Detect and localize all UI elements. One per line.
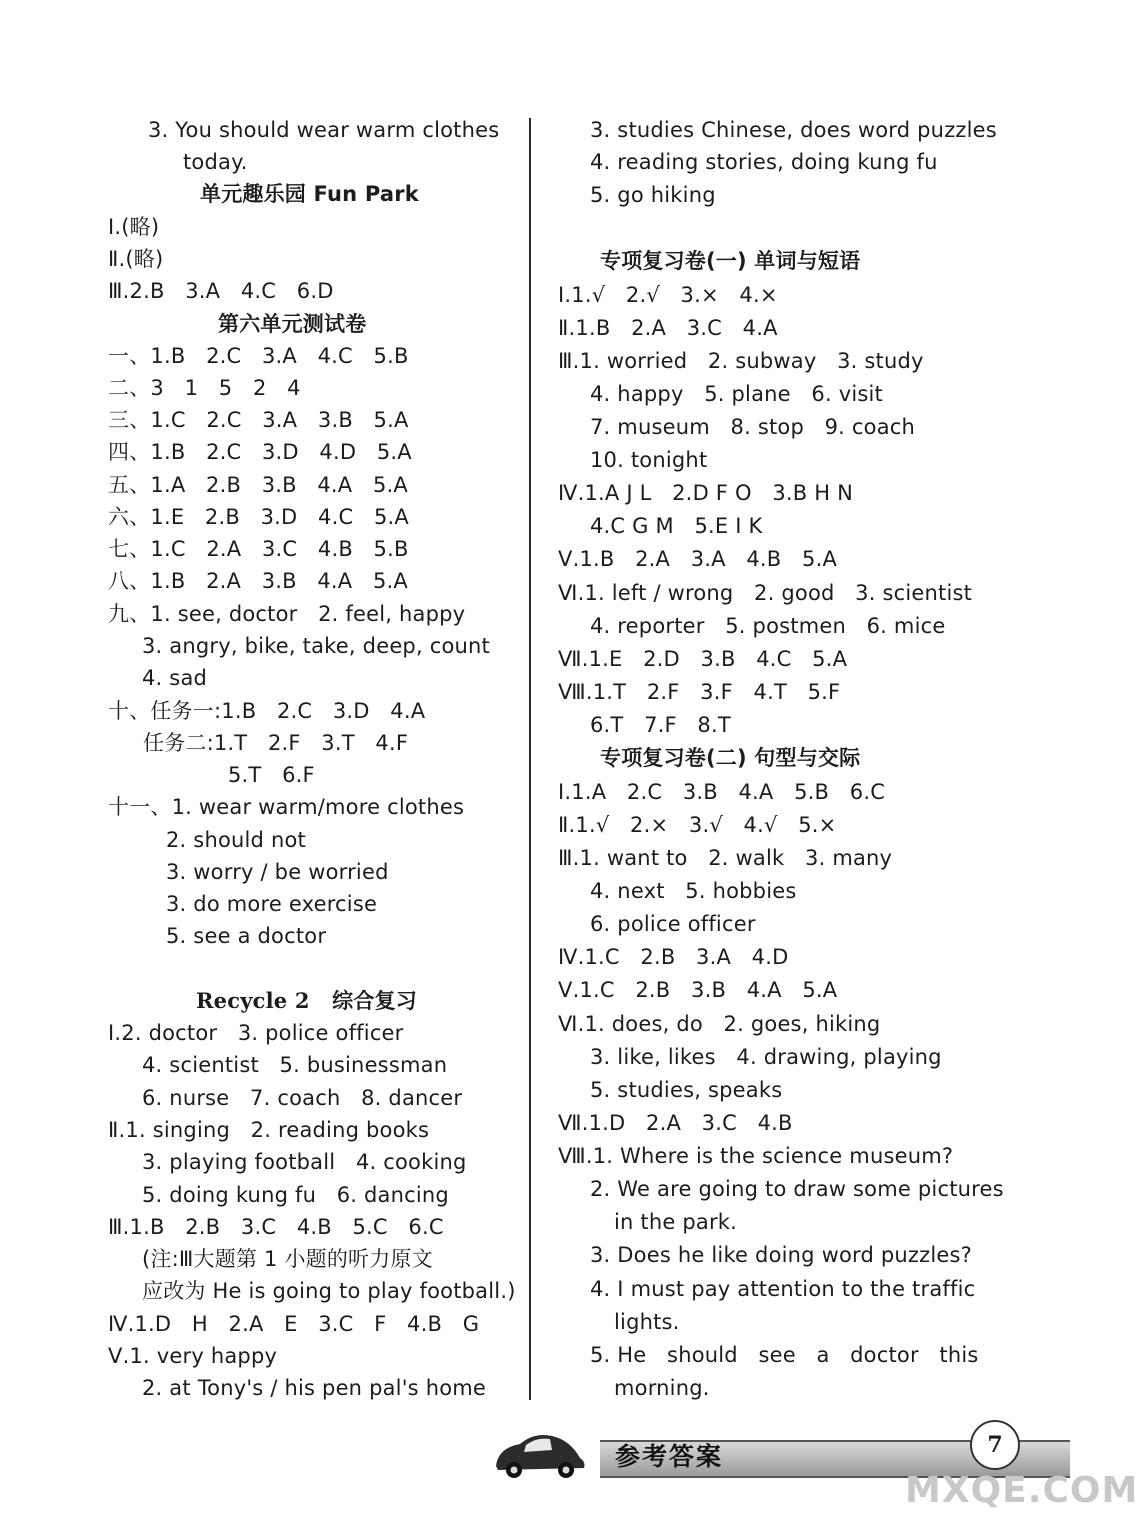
answer-line: Ⅴ.1.C 2.B 3.B 4.A 5.A [558,978,838,1002]
answer-line: Ⅷ.1. Where is the science museum? [558,1144,954,1168]
answer-line: Ⅰ.2. doctor 3. police officer [108,1021,404,1045]
answer-line: lights. [614,1310,680,1334]
answer-line: 6. nurse 7. coach 8. dancer [142,1086,463,1110]
answer-line: Ⅲ.2.B 3.A 4.C 6.D [108,279,334,303]
watermark: MXQE.COM [905,1470,1138,1511]
answer-line: Ⅲ.1. worried 2. subway 3. study [558,349,924,373]
answer-line: 3. playing football 4. cooking [142,1150,467,1174]
answer-line: morning. [614,1376,710,1400]
answer-line: 2. at Tony's / his pen pal's home [142,1376,487,1400]
answer-line: Ⅳ.1.A J L 2.D F O 3.B H N [558,481,854,505]
answer-line: Ⅴ.1.B 2.A 3.A 4.B 5.A [558,547,838,571]
answer-line: today. [183,150,248,174]
answer-line: 4. happy 5. plane 6. visit [590,382,883,406]
page-number: 7 [970,1420,1020,1470]
answer-line: 3. do more exercise [166,892,378,916]
footer-title: 参考答案 [615,1442,724,1471]
answer-line: 2. should not [166,828,306,852]
answer-line: 4. reading stories, doing kung fu [590,150,938,174]
answer-line: Ⅲ.1.B 2.B 3.C 4.B 5.C 6.C [108,1215,444,1239]
answer-line: 3. studies Chinese, does word puzzles [590,118,997,142]
answer-line: 十一、1. wear warm/more clothes [108,795,465,819]
answer-line: in the park. [614,1210,738,1234]
answer-line: 6.T 7.F 8.T [590,713,731,737]
section-heading: 第六单元测试卷 [218,312,367,336]
answer-line: 4. sad [142,666,208,690]
answer-line: 5. see a doctor [166,924,327,948]
answer-line: 应改为 He is going to play football.) [142,1279,516,1303]
answer-line: (注:Ⅲ大题第 1 小题的听力原文 [142,1247,433,1271]
answer-line: 十、任务一:1.B 2.C 3.D 4.A [108,699,426,723]
answer-line: Ⅰ.1.A 2.C 3.B 4.A 5.B 6.C [558,780,886,804]
answer-line: 4.C G M 5.E I K [590,514,763,538]
answer-line: Ⅱ.1. singing 2. reading books [108,1118,430,1142]
answer-line: 3. worry / be worried [166,860,389,884]
answer-line: Ⅶ.1.E 2.D 3.B 4.C 5.A [558,647,848,671]
answer-line: Ⅵ.1. does, do 2. goes, hiking [558,1012,881,1036]
answer-line: 三、1.C 2.C 3.A 3.B 5.A [108,408,409,432]
answer-line: 六、1.E 2.B 3.D 4.C 5.A [108,505,409,529]
answer-line: 5. studies, speaks [590,1078,783,1102]
answer-line: 2. We are going to draw some pictures [590,1177,1004,1201]
answer-line: Ⅰ.(略) [108,215,160,239]
answer-line: 5. He should see a doctor this [590,1343,979,1367]
answer-line: 5. doing kung fu 6. dancing [142,1183,449,1207]
answer-line: 九、1. see, doctor 2. feel, happy [108,602,466,626]
answer-line: 四、1.B 2.C 3.D 4.D 5.A [108,440,412,464]
answer-line: Ⅵ.1. left / wrong 2. good 3. scientist [558,581,973,605]
answer-line: Ⅲ.1. want to 2. walk 3. many [558,846,893,870]
column-divider [529,118,531,1400]
answer-line: 八、1.B 2.A 3.B 4.A 5.A [108,569,408,593]
answer-line: 五、1.A 2.B 3.B 4.A 5.A [108,473,408,497]
answer-line: Ⅱ.1.√ 2.× 3.√ 4.√ 5.× [558,813,837,837]
section-heading: 专项复习卷(一) 单词与短语 [600,249,861,273]
answer-line: 7. museum 8. stop 9. coach [590,415,916,439]
answer-line: Ⅶ.1.D 2.A 3.C 4.B [558,1111,793,1135]
section-heading: 专项复习卷(二) 句型与交际 [600,746,861,770]
section-heading: 单元趣乐园 Fun Park [200,182,419,206]
answer-line: Ⅱ.(略) [108,247,164,271]
answer-line: 二、3 1 5 2 4 [108,376,301,400]
answer-line: 任务二:1.T 2.F 3.T 4.F [143,731,409,755]
answer-line: Ⅴ.1. very happy [108,1344,278,1368]
answer-line: 七、1.C 2.A 3.C 4.B 5.B [108,537,409,561]
answer-line: 6. police officer [590,912,756,936]
answer-line: 5.T 6.F [228,763,315,787]
answer-line: 4. next 5. hobbies [590,879,797,903]
answer-line: 5. go hiking [590,183,716,207]
section-heading: Recycle 2 综合复习 [196,988,417,1013]
answer-line: Ⅳ.1.C 2.B 3.A 4.D [558,945,789,969]
answer-line: 3. angry, bike, take, deep, count [142,634,490,658]
answer-line: 4. reporter 5. postmen 6. mice [590,614,946,638]
answer-line: Ⅱ.1.B 2.A 3.C 4.A [558,316,778,340]
answer-line: 3. like, likes 4. drawing, playing [590,1045,942,1069]
answer-line: Ⅰ.1.√ 2.√ 3.× 4.× [558,283,778,307]
answer-line: Ⅷ.1.T 2.F 3.F 4.T 5.F [558,680,841,704]
answer-line: 10. tonight [590,448,708,472]
answer-line: 4. I must pay attention to the traffic [590,1277,976,1301]
answer-line: 3. Does he like doing word puzzles? [590,1243,972,1267]
answer-line: 一、1.B 2.C 3.A 4.C 5.B [108,344,409,368]
answer-line: Ⅳ.1.D H 2.A E 3.C F 4.B G [108,1312,480,1336]
answer-line: 4. scientist 5. businessman [142,1053,448,1077]
answer-line: 3. You should wear warm clothes [148,118,500,142]
car-icon [490,1428,590,1480]
